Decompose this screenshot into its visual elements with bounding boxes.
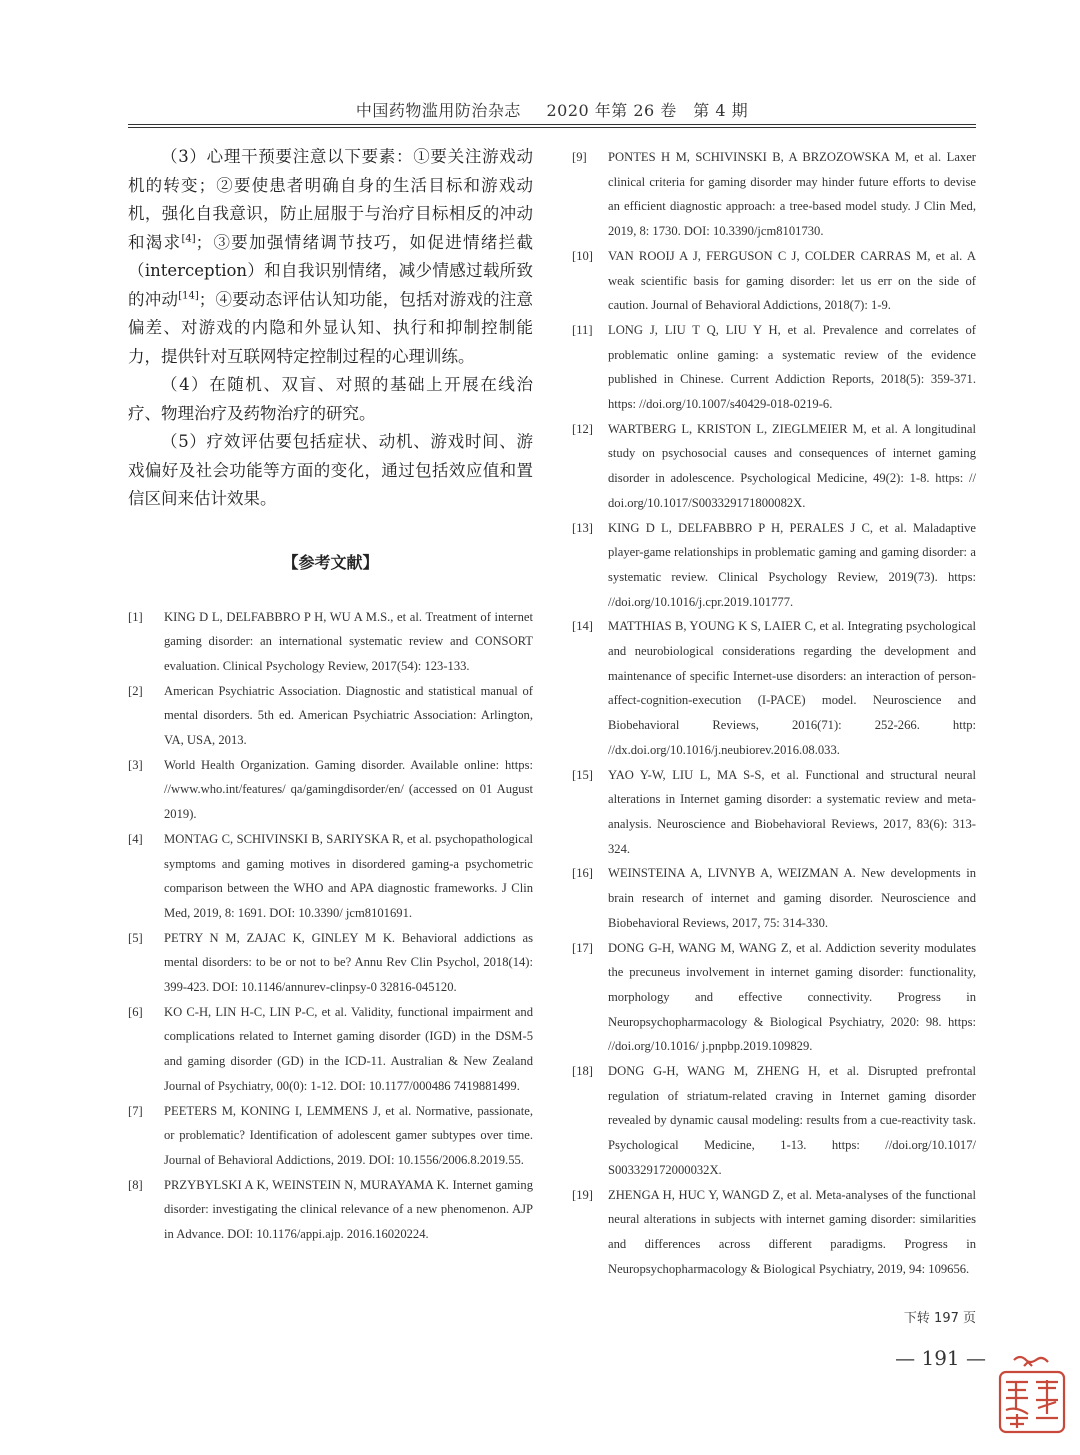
- reference-item: [16] WEINSTEINA A, LIVNYB A, WEIZMAN A. New developments in brain research of internet and gaming disorder. Neuroscience and Biobehavioral Reviews, 2017, 75: 314-330.: [572, 866, 976, 930]
- reference-item: [13] KING D L, DELFABBRO P H, PERALES J C, et al. Maladaptive player-game relationships in problematic gaming and gaming disorder: a systematic review. Clinical Psychology Review, 2019(73). https: //doi.org/10.1016/j.cpr.2019.101777.: [572, 520, 976, 609]
- reference-item: [8] PRZYBYLSKI A K, WEINSTEIN N, MURAYAMA K. Internet gaming disorder: investigating the clinical relevance of a new phenomenon. AJP in Advance. DOI: 10.1176/appi.ajp. 2016.16020224.: [128, 1177, 533, 1242]
- seal-stamp-icon: [994, 1352, 1070, 1436]
- paragraph-5: （5）疗效评估要包括症状、动机、游戏时间、游戏偏好及社会功能等方面的变化，通过包括效应值和置信区间来估计效果。: [128, 432, 533, 508]
- reference-item: [4] MONTAG C, SCHIVINSKI B, SARIYSKA R, et al. psychopathological symptoms and gaming motives in disordered gaming-a psychometric comparison between the WHO and APA diagnostic frameworks. J Clin Med, 2019, 8: 1691. DOI: 10.3390/ jcm8101691.: [128, 831, 533, 920]
- issue-info: 2020 年第 26 卷 第 4 期: [546, 101, 749, 120]
- page-number: — 191 —: [895, 1346, 986, 1370]
- reference-item: [10] VAN ROOIJ A J, FERGUSON C J, COLDER CARRAS M, et al. A weak scientific basis for gaming disorder: let us err on the side of caution. Journal of Behavioral Addictions, 2018(7): 1-9.: [572, 248, 976, 313]
- reference-item: [15] YAO Y-W, LIU L, MA S-S, et al. Functional and structural neural alterations in Internet gaming disorder: a systematic review and meta-analysis. Neuroscience and Biobehavioral Reviews, 2017, 83(6): 313-324.: [572, 767, 976, 856]
- left-column: [128, 143, 533, 1247]
- reference-item: [7] PEETERS M, KONING I, LEMMENS J, et al. Normative, passionate, or problematic? Identification of adolescent gamer subtypes over time. Journal of Behavioral Addictions, 2019. DOI: 10.1556/2006.8.2019.55.: [128, 1103, 533, 1167]
- reference-item: [3] World Health Organization. Gaming disorder. Available online: https: //www.who.int/features/ qa/gamingdisorder/en/ (accessed on 01 August 2019).: [128, 757, 533, 822]
- reference-item: [1] KING D L, DELFABBRO P H, WU A M.S., et al. Treatment of internet gaming disorder: an international systematic review and CONSORT evaluation. Clinical Psychology Review, 2017(54): 123-133.: [128, 609, 533, 673]
- citation-14: [14]: [178, 290, 199, 301]
- reference-item: [9] PONTES H M, SCHIVINSKI B, A BRZOZOWSKA M, et al. Laxer clinical criteria for gaming disorder may hinder future efforts to devise an efficient diagnostic approach: a tree-based model study. J Clin Med, 2019, 8: 1730. DOI: 10.3390/jcm8101730.: [572, 150, 976, 239]
- paragraph-3: （3）心理干预要注意以下要素：①要关注游戏动机的转变；②要使患者明确自身的生活目标和游戏动机，强化自我意识，防止屈服于与治疗目标相反的冲动和渴求[4]；③要加强情绪调节技巧，如促进情绪拦截（interception）和自我识别情绪，减少情感过载所致的冲动[14]；④要动态评估认知功能，包括对游戏的注意偏差、对游戏的内隐和外显认知、执行和抑制控制能力，提供针对互联网特定控制过程的心理训练。: [128, 147, 534, 366]
- reference-item: [18] DONG G-H, WANG M, ZHENG H, et al. Disrupted prefrontal regulation of striatum-related craving in Internet gaming disorder revealed by dynamic causal modeling: results from a cue-reactivity task. Psychological Medicine, 1-13. https: //doi.org/10.1017/ S003329172000032X.: [572, 1064, 976, 1177]
- reference-list-left: [128, 605, 533, 1247]
- reference-item: [12] WARTBERG L, KRISTON L, ZIEGLMEIER M, et al. A longitudinal study on psychosocial causes and consequences of internet gaming disorder in adolescence. Psychological Medicine, 49(2): 1-8. https: // doi.org/10.1017/S003329171800082X.: [572, 421, 976, 510]
- continued-note: 下转 197 页: [903, 1311, 976, 1326]
- seal-strokes: [1000, 1357, 1064, 1432]
- reference-item: [2] American Psychiatric Association. Diagnostic and statistical manual of mental disorders. 5th ed. American Psychiatric Association: Arlington, VA, USA, 2013.: [128, 683, 533, 748]
- reference-item: [11] LONG J, LIU T Q, LIU Y H, et al. Prevalence and correlates of problematic online gaming: a systematic review of the evidence published in Chinese. Current Addiction Reports, 2018(5): 359-371. https: //doi.org/10.1007/s40429-018-0219-6.: [572, 322, 976, 412]
- reference-item: [6] KO C-H, LIN H-C, LIN P-C, et al. Validity, functional impairment and complications related to Internet gaming disorder (IGD) in the DSM-5 and gaming disorder (GD) in the ICD-11. Australian & New Zealand Journal of Psychiatry, 00(0): 1-12. DOI: 10.1177/000486 7419881499.: [128, 1004, 533, 1093]
- journal-title: 中国药物滥用防治杂志: [355, 101, 521, 120]
- reference-item: [5] PETRY N M, ZAJAC K, GINLEY M K. Behavioral addictions as mental disorders: to be or not to be? Annu Rev Clin Psychol, 2018(14): 399-423. DOI: 10.1146/annurev-clinpsy-0 32816-045120.: [128, 930, 533, 995]
- paragraph-4: （4）在随机、双盲、对照的基础上开展在线治疗、物理治疗及药物治疗的研究。: [128, 375, 533, 423]
- references-heading: 【参考文献】: [282, 552, 379, 572]
- reference-item: [14] MATTHIAS B, YOUNG K S, LAIER C, et al. Integrating psychological and neurobiological considerations regarding the development and maintenance of specific Internet-use disorders: an interaction of person-affect-cognition-execution (I-PACE) model. Neuroscience and Biobehavioral Reviews, 2016(71): 252-266. http: //dx.doi.org/10.1016/j.neubiorev.2016.08.033.: [572, 619, 976, 757]
- reference-item: [17] DONG G-H, WANG M, WANG Z, et al. Addiction severity modulates the precuneus involvement in internet gaming disorder: functionality, morphology and effective connectivity. Progress in Neuropsychopharmacology & Biological Psychiatry, 2020: 98. https: //doi.org/10.1016/ j.pnpbp.2019.109829.: [572, 940, 976, 1054]
- reference-item: [19] ZHENGA H, HUC Y, WANGD Z, et al. Meta-analyses of the functional neural alterations in subjects with internet gaming disorder: similarities and differences across different paradigms. Progress in Neuropsychopharmacology & Biological Psychiatry, 2019, 94: 109656.: [572, 1187, 976, 1276]
- running-header: [128, 98, 976, 120]
- right-column: [572, 145, 976, 1281]
- citation-4: [4]: [181, 233, 196, 244]
- header-rule: [128, 124, 976, 128]
